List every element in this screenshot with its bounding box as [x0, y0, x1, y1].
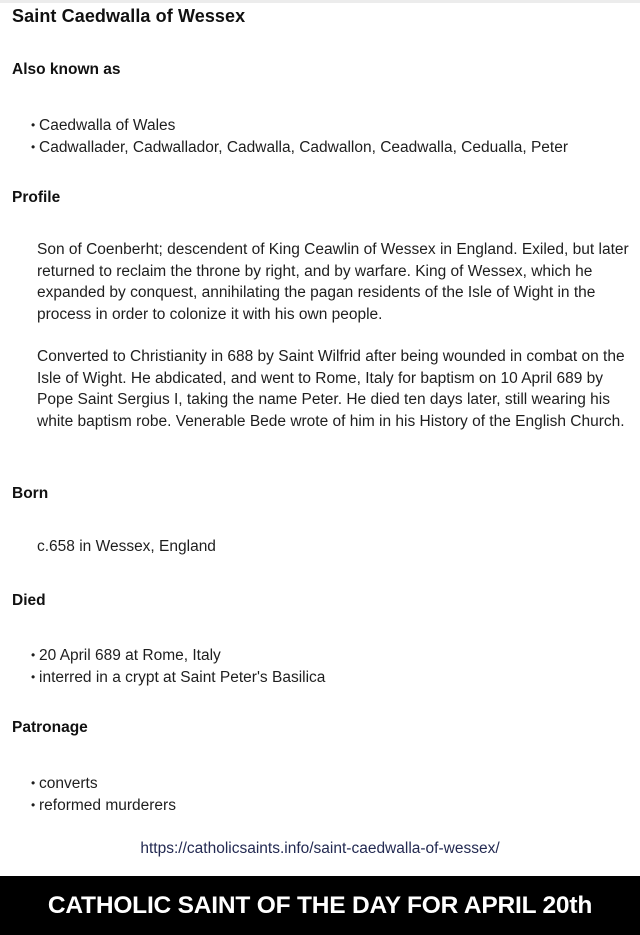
- profile-paragraph-1: Son of Coenberht; descendent of King Ceawlin of Wessex in England. Exiled, but later returned to reclaim the throne by right, and by warfare. King of Wessex, which he expanded by conquest, annihilating the pagan residents of the Isle of Wight in the process in order to colonize it with his own people.: [37, 241, 629, 323]
- bullet-icon: •: [31, 118, 36, 132]
- banner-text: CATHOLIC SAINT OF THE DAY FOR APRIL 20th: [47, 891, 593, 919]
- heading-profile: Profile: [12, 189, 61, 206]
- also-known-as-list: [31, 115, 568, 158]
- bullet-icon: •: [31, 797, 36, 812]
- top-divider: [0, 0, 640, 3]
- list-item: • interred in a crypt at Saint Peter's Basilica: [31, 668, 326, 686]
- bullet-icon: •: [31, 669, 36, 684]
- list-item: • 20 April 689 at Rome, Italy: [31, 647, 221, 664]
- list-item: • reformed murderers: [31, 796, 176, 814]
- source-link[interactable]: https://catholicsaints.info/saint-caedwalla-of-wessex/: [140, 840, 500, 857]
- saint-of-the-day-banner: [0, 876, 640, 935]
- heading-also-known-as: Also known as: [12, 61, 121, 78]
- list-item: • converts: [31, 775, 98, 792]
- born-text: c.658 in Wessex, England: [37, 538, 216, 555]
- heading-born: Born: [12, 485, 49, 502]
- list-item: • Cadwallader, Cadwallador, Cadwalla, Cadwallon, Ceadwalla, Cedualla, Peter: [31, 138, 569, 156]
- bullet-icon: •: [31, 776, 36, 790]
- died-list: [31, 645, 325, 688]
- patronage-list: [31, 773, 176, 816]
- bullet-icon: •: [31, 139, 36, 154]
- bullet-icon: •: [31, 648, 36, 662]
- heading-died: Died: [12, 592, 46, 609]
- list-item: • Caedwalla of Wales: [31, 117, 176, 134]
- profile-paragraph-2: Converted to Christianity in 688 by Saint Wilfrid after being wounded in combat on the Isle of Wight. He abdicated, and went to Rome, Italy for baptism on 10 April 689 by Pope Saint Sergius I, taking the name Peter. He died ten days later, still wearing his white baptism robe. Venerable Bede wrote of him in his History of the English Church.: [37, 348, 625, 430]
- page-title: Saint Caedwalla of Wessex: [12, 6, 246, 26]
- heading-patronage: Patronage: [12, 719, 88, 736]
